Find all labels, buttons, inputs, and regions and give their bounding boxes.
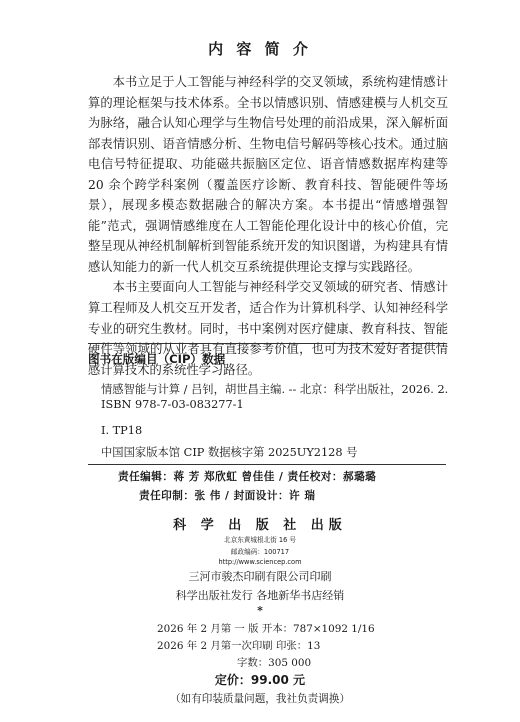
editors-line: 责任编辑：蒋 芳 郑欣虹 曾佳佳 / 责任校对：郝璐璐: [118, 471, 377, 483]
cip-record-number: 中国国家版本馆 CIP 数据核字第 2025UY2128 号: [101, 446, 358, 459]
intro-paragraph: 本书立足于人工智能与神经科学的交叉领域，系统构建情感计算的理论框架与技术体系。全书以情感识别、情感建模与人机交互为脉络，融合认知心理学与生物信号处理的前沿成果，深入解析面部表情识别、语音情感分析、生物电信号解码等核心技术。通过脑电信号特征提取、功能磁共振脑区定位、语音情感数据库构建等 20 余个跨学科案例（覆盖医疗诊断、教育科技、智能硬件等场景），展现多模态数据融合的解决方案。本书提出“情感增强智能”范式，强调情感维度在人工智能伦理化设计中的核心价值，完整呈现从神经机制解析到智能系统开发的知识图谱，为构建具有情感认知能力的新一代人机交互系统提供理论支撑与实践路径。: [88, 75, 448, 274]
cip-isbn: ISBN 978-7-03-083277-1: [101, 398, 244, 411]
printing-line: 2026 年 2 月第一次印刷 印张：13: [157, 640, 321, 652]
printer-line: 三河市骏杰印刷有限公司印刷: [188, 570, 332, 583]
cip-bottom-divider: [88, 464, 446, 465]
publisher-website: http://www.sciencep.com: [218, 558, 302, 566]
publisher-postcode: 邮政编码：100717: [230, 548, 290, 556]
cip-bibliographic-line: 情感智能与计算 / 吕钊，胡世昌主编. -- 北京：科学出版社，2026. 2.: [101, 383, 449, 396]
cip-top-divider: [88, 343, 446, 344]
quality-notice: （如有印装质量问题，我社负责调换）: [169, 693, 351, 705]
intro-body: [88, 72, 448, 380]
intro-title: 内 容 简 介: [208, 40, 312, 58]
cip-classification: Ⅰ. TP18: [101, 424, 143, 437]
price: 定价：99.00 元: [214, 673, 306, 687]
separator-star: *: [257, 604, 263, 617]
intro-paragraph: 本书主要面向人工智能与神经科学交叉领域的研究者、情感计算工程师及人机交互开发者，适合作为计算机科学、认知神经科学专业的研究生教材。同时，书中案例对医疗健康、教育科技、智能硬件等领域的从业者具有直接参考价值，也可为技术爱好者提供情感计算技术的系统性学习路径。: [88, 280, 448, 377]
word-count: 字数：305 000: [237, 657, 312, 669]
edition-line: 2026 年 2 月第 一 版 开本：787×1092 1/16: [157, 623, 375, 635]
distribution-line: 科学出版社发行 各地新华书店经销: [175, 589, 345, 602]
production-line: 责任印制：张 伟 / 封面设计：许 瑞: [139, 490, 316, 502]
publisher-name: 科 学 出 版 社 出版: [173, 518, 347, 533]
publisher-address: 北京东黄城根北街 16 号: [224, 536, 296, 544]
cip-heading: 图书在版编目（CIP）数据: [88, 352, 226, 366]
